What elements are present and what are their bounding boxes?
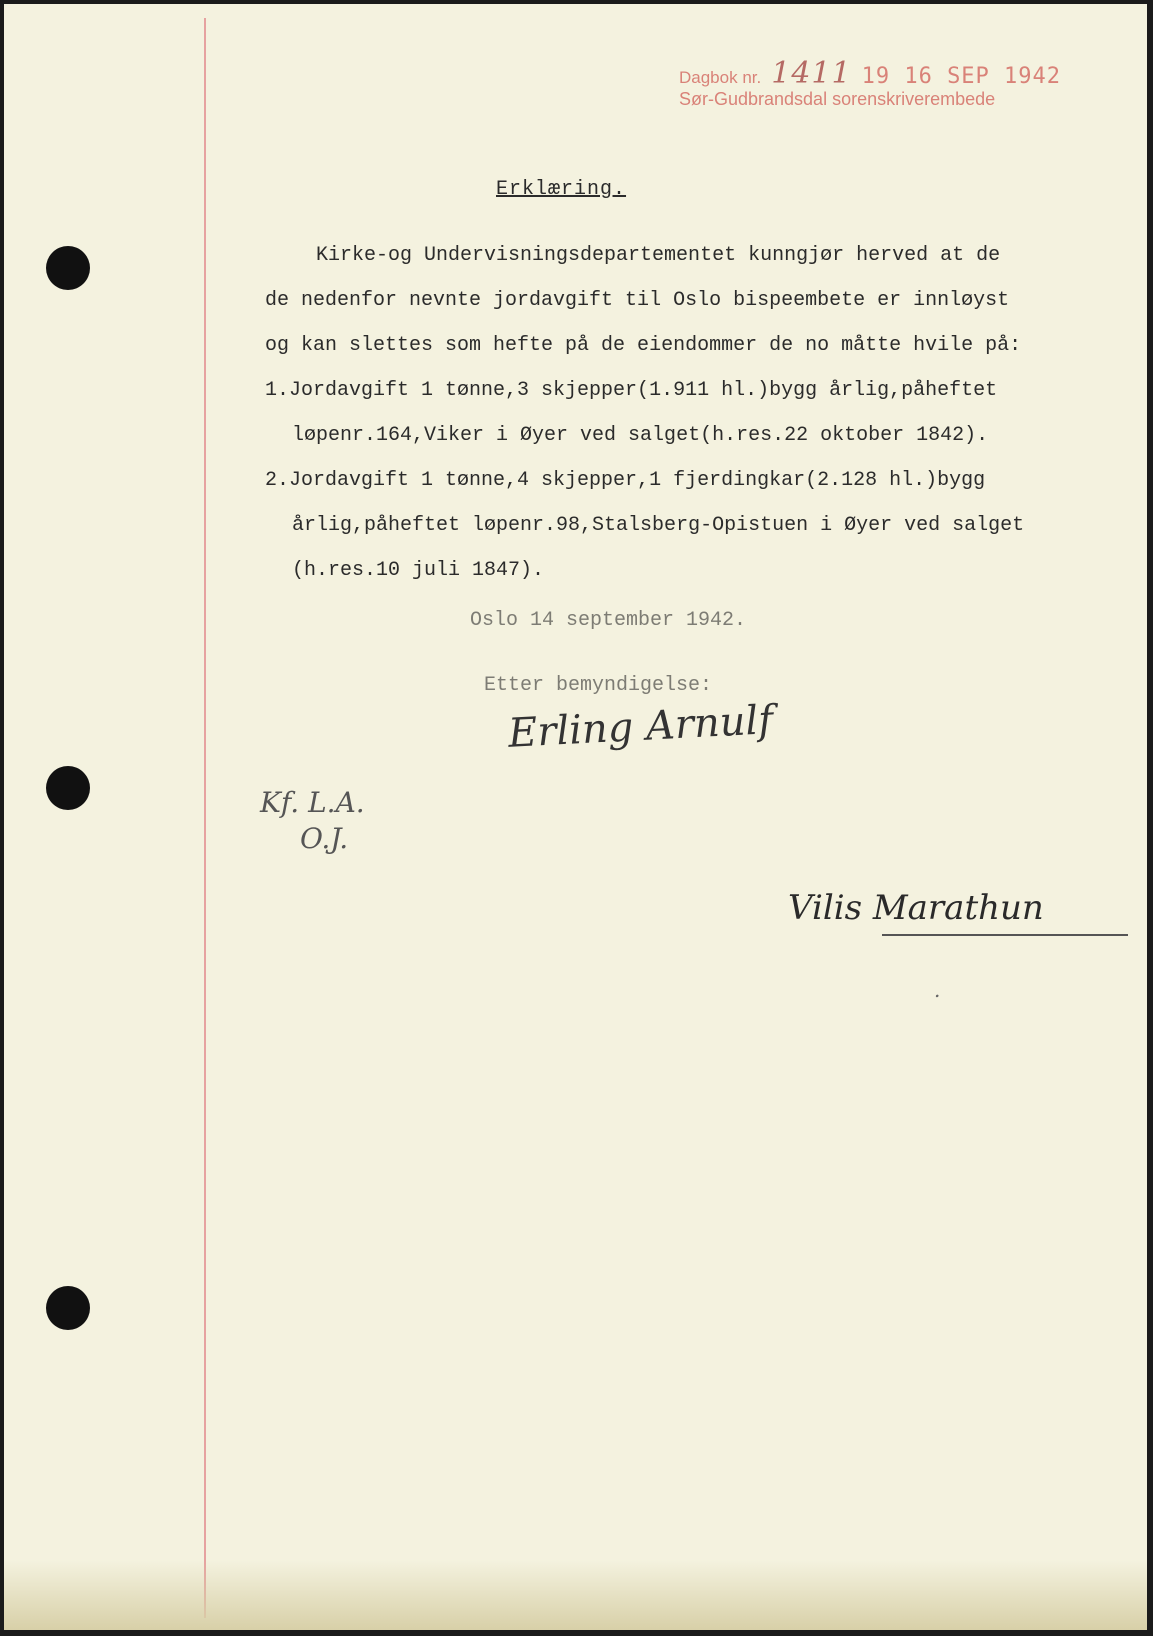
body-line-4: 1.Jordavgift 1 tønne,3 skjepper(1.911 hl.)bygg årlig,påheftet [265, 379, 998, 402]
registry-stamp [679, 56, 1061, 110]
authority-line: Etter bemyndigelse: [484, 674, 713, 697]
ink-mark: . [934, 978, 941, 1002]
document-title: Erklæring. [496, 178, 627, 201]
margin-line [204, 18, 206, 1618]
document-page [4, 4, 1147, 1630]
dagbok-number: 1411 [771, 56, 852, 91]
initials-line-2: O.J. [300, 822, 349, 855]
signature-erling-arnulf: Erling Arnulf [506, 697, 775, 757]
body-line-7: årlig,påheftet løpenr.98,Stalsberg-Opistuen i Øyer ved salget [292, 514, 1025, 537]
body-line-3: og kan slettes som hefte på de eiendommer de no måtte hvile på: [265, 334, 1022, 357]
body-line-6: 2.Jordavgift 1 tønne,4 skjepper,1 fjerdingkar(2.128 hl.)bygg [265, 469, 986, 492]
punch-hole-middle [46, 766, 90, 810]
initials-line-1: Kf. L.A. [260, 786, 365, 819]
dagbok-label: Dagbok nr. [679, 68, 762, 87]
body-line-2: de nedenfor nevnte jordavgift til Oslo bispeembete er innløyst [265, 289, 1010, 312]
stamp-date: 19 16 SEP 1942 [861, 64, 1062, 89]
body-line-8: (h.res.10 juli 1847). [292, 559, 545, 582]
stamp-office: Sør-Gudbrandsdal sorenskriverembede [679, 89, 996, 109]
place-date: Oslo 14 september 1942. [470, 609, 747, 632]
signature-vilis-marathun: Vilis Marathun [788, 888, 1044, 928]
body-line-5: løpenr.164,Viker i Øyer ved salget(h.res.22 oktober 1842). [292, 424, 989, 447]
punch-hole-top [46, 246, 90, 290]
punch-hole-bottom [46, 1286, 90, 1330]
signature-underline [882, 934, 1128, 936]
body-line-1: Kirke-og Undervisningsdepartementet kunngjør herved at de [316, 244, 1001, 267]
page-edge-shadow [4, 1560, 1147, 1630]
